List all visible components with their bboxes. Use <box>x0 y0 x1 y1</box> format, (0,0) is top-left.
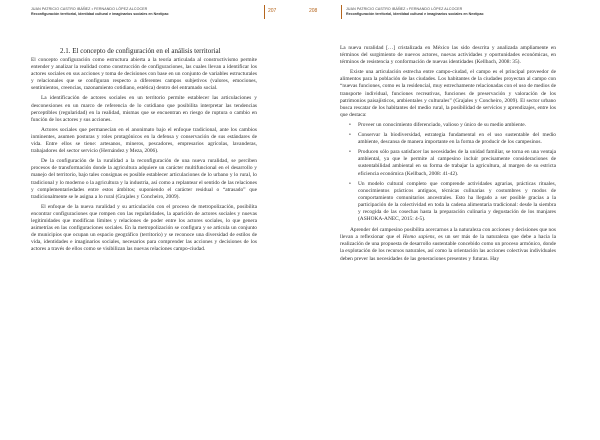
page-number: 208 <box>309 8 318 14</box>
running-head-authors: JUAN PATRICIO CASTRO IBÁÑEZ • FERNANDO LÓPEZ ALCOCER <box>31 7 148 11</box>
bullet-item: • Producen sólo para satisfacer las necesidades de la unidad familiar, se torna en una ventaja ambiental, ya que le permite al campesino incluir precisamente consideraciones de sustentabilidad ambiental en su forma de trabajar la agricultura, al margen de su estricta eficiencia económica (Kellbach, 2008: 41-42). <box>358 149 556 177</box>
paragraph-rest: , es un ser más de la naturaleza que debe a hacia la realización de una propuesta de desarrollo sustentable concebido como un proceso armónico, donde la explotación de los recursos naturales, así como la orientación las acciones colectivas individuales deben prever las necesidades de las generaciones presentes y futuras. Hay <box>340 234 556 262</box>
bullet-item: • Conservar la biodiversidad, estrategia fundamental en el uso sustentable del medio ambiente, descansa de manera importante en la forma de producir de los campesinos. <box>358 132 556 146</box>
running-head <box>31 7 169 16</box>
section-title: 2.1. El concepto de configuración en el análisis territorial <box>60 47 221 55</box>
body-text <box>340 45 556 266</box>
page-number: 207 <box>268 8 277 14</box>
paragraph: El concepto configuración como estructura abierta a la teoría articulada al constructivismo permite entender y analizar la realidad como construcción de configuraciones, las cuales llevan a identificar los actores sociales en sus acciones y toma de decisiones con base en un conjunto de variables estructurales y relacionales que se configuran respecto a diferentes campos subjetivos (valores, emociones, sentimientos, creencias, razonamiento cotidiano, estética) dentro del entramado social. <box>31 57 257 92</box>
right-page <box>300 0 600 440</box>
running-head <box>346 7 484 16</box>
paragraph: Existe una articulación estrecha entre campo-ciudad, el campo es el principal proveedor de alimentos para la población de las ciudades. Los habitantes de la ciudades proyectan al campo con “nuevas funciones, como es la residencial, muy estrechamente relacionadas con el uso de medios de transporte individual, funciones recreativas, funciones de preservación y valoración de los patrimonios paisajísticos, ambientales y culturales” (Grajales y Concheiro, 2009). El sector urbano busca rescatar de los habitantes del medio rural, la posibilidad de servicios y aprendizajes, entre los que destaca: <box>340 69 556 118</box>
block-quote: La nueva ruralidad […] cristalizada en México las sido descrita y analizada ampliamente en términos del surgimiento de nuevos actores, nuevas actividades y oportunidades económicas, en términos de resistencia y conformación de nuevas identidades (Kellbach, 2008: 35). <box>340 45 556 66</box>
running-head-authors: JUAN PATRICIO CASTRO IBÁÑEZ • FERNANDO LÓPEZ ALCOCER <box>346 7 463 11</box>
paragraph: De la configuración de la ruralidad a la reconfiguración de una nueva ruralidad, se perciben procesos de transformación donde la agricultura adquiere un carácter multifuncional en el desarrollo y manejo del territorio, bajo tales consignas es posible establecer articulaciones de lo urbano y lo rural, lo tradicional y lo moderno o la agricultura y la industria, así como a replantear el sentido de las relaciones y complementariedades entre estos ámbitos; suponiendo el carácter residual o “atrasado” que tradicionalmente se le asigna a lo rural (Grajales y Concheiro, 2009). <box>31 158 257 200</box>
body-text <box>31 57 257 256</box>
paragraph <box>340 227 556 262</box>
running-head-title: Reconfiguración territorial, identidad cultural e imaginarios sociales en Nextipac <box>346 12 484 16</box>
bullet-item: • Proveer un conocimiento diferenciado, valioso y único de su medio ambiente. <box>358 122 556 129</box>
bullet-list <box>340 122 556 223</box>
bullet-item: • Un modelo cultural completo que comprende actividades agrarias, prácticas rituales, conocimientos prácticos antiguos, técnicas culinarias y costumbres y modos de comportamiento comunitarios ancestrales. Esto ha llegado a ser posible gracias a la participación de la colectividad en toda la cadena alimentaria tradicional: desde la siembra y recogida de las cosechas hasta la preparación culinaria y degustación de los manjares (ASHOKA-ANEC, 2015: 4-5). <box>358 181 556 224</box>
paragraph: El enfoque de la nueva ruralidad y su articulación con el proceso de metropolización, posibilita encontrar configuraciones que rompen con las regularidades, la aparición de actores sociales y nuevas legitimidades que modifican límites y relaciones de poder entre los actores sociales, lo que genera asimetrías en las configuraciones sociales. En la metropolización se configura y se articula un conjunto de municipios que ocupan un espacio geográfico (territorio) y se reconoce una diversidad de estilos de vida, identidades e imaginarios sociales, necesarios para comprender las acciones y decisiones de los actores a través de ellos como se visibilizan las nuevas relaciones campo-ciudad. <box>31 203 257 253</box>
header-divider <box>264 5 265 19</box>
paragraph: La identificación de actores sociales en un territorio permite establecer las articulaciones y desconexiones en un marco de referencia de lo cotidiano que posibilita interpretar las tendencias perceptibles (regularidad) en la realidad, mismas que se encuentran en riesgo de ruptura o cambio en función de los actores y sus acciones. <box>31 95 257 123</box>
paragraph: Actores sociales que permanecían en el anonimato bajo el enfoque tradicional, ante los cambios inminentes, asumen posturas y roles protagónicos en la defensa y conservación de sus estándares de vida. Entre ellos se tiene: artesanos, mineros, pescadores, empresarios agrícolas, lavanderas, trabajadores del sector servicio (Hernández y Meza, 2006). <box>31 126 257 155</box>
header-divider <box>341 5 342 19</box>
paragraph-italic-term: Homo sapiens <box>402 234 435 241</box>
running-head-title: Reconfiguración territorial, identidad cultural e imaginarios sociales en Nextipac <box>31 12 169 16</box>
paragraph-lead: Aprender del campesino posibilita acercarnos a la naturaleza con acciones y decisiones que nos llevan a reflexionar que el <box>340 227 556 241</box>
